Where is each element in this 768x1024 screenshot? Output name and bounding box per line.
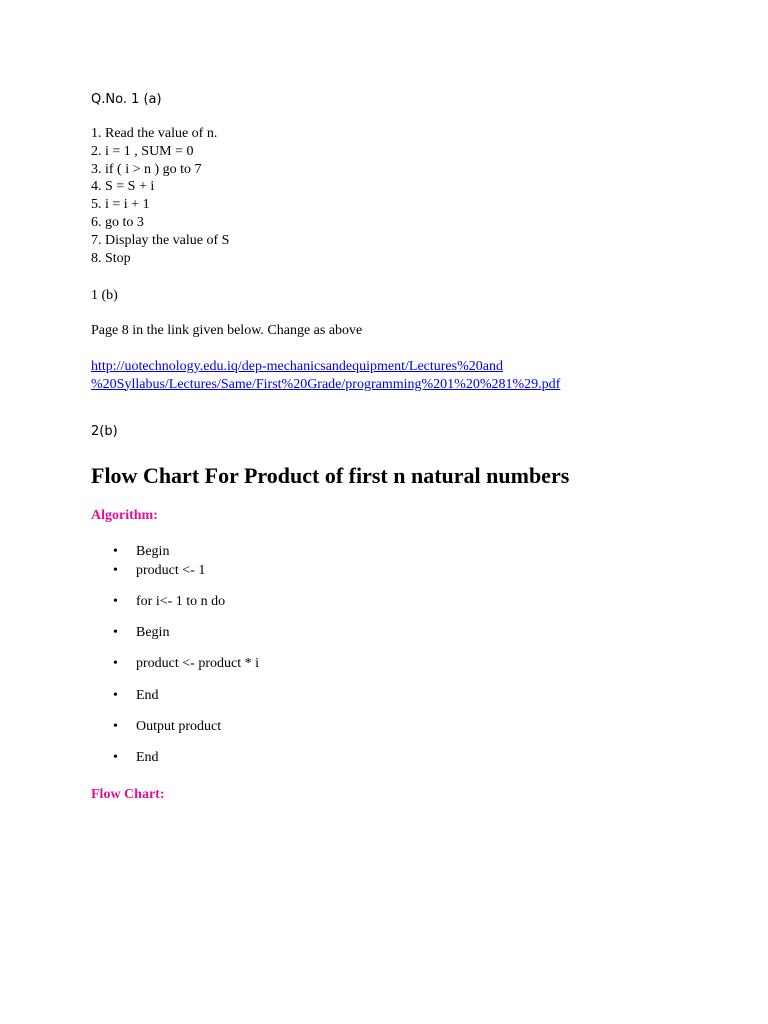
step-2: 2. i = 1 , SUM = 0: [91, 143, 194, 159]
link-line-2[interactable]: %20Syllabus/Lectures/Same/First%20Grade/programming%201%20%281%29.pdf: [91, 376, 561, 392]
algorithm-item-text: product <- 1: [136, 563, 206, 578]
algorithm-item-text: Begin: [136, 625, 170, 640]
bullet-icon: •: [113, 594, 118, 609]
step-7: 7. Display the value of S: [91, 232, 230, 248]
algorithm-item-text: for i<- 1 to n do: [136, 594, 226, 609]
bullet-icon: •: [113, 688, 118, 703]
question-number: Q.No. 1 (a): [91, 92, 162, 107]
algorithm-item-text: Begin: [136, 544, 170, 559]
step-6: 6. go to 3: [91, 214, 144, 230]
bullet-icon: •: [113, 544, 118, 559]
bullet-icon: •: [113, 563, 118, 578]
algorithm-steps-list: [91, 125, 229, 267]
link-line-1[interactable]: http://uotechnology.edu.iq/dep-mechanicsandequipment/Lectures%20and: [91, 359, 503, 374]
bullet-icon: •: [113, 750, 118, 765]
part-1b-label: 1 (b): [91, 288, 118, 303]
step-8: 8. Stop: [91, 250, 131, 266]
algorithm-item-text: End: [136, 688, 159, 703]
algorithm-label: Algorithm:: [91, 508, 158, 523]
step-3: 3. if ( i > n ) go to 7: [91, 161, 202, 177]
part-2b-label: 2(b): [91, 424, 118, 439]
algorithm-item-text: product <- product * i: [136, 656, 259, 671]
lecture-pdf-link[interactable]: [91, 358, 651, 393]
part-1b-note: Page 8 in the link given below. Change as above: [91, 323, 363, 338]
algorithm-item-text: End: [136, 750, 159, 765]
bullet-icon: •: [113, 625, 118, 640]
section-heading: Flow Chart For Product of first n natural numbers: [91, 463, 570, 488]
bullet-icon: •: [113, 719, 118, 734]
bullet-icon: •: [113, 656, 118, 671]
algorithm-item-text: Output product: [136, 719, 222, 734]
step-5: 5. i = i + 1: [91, 197, 150, 213]
step-4: 4. S = S + i: [91, 179, 155, 195]
flowchart-label: Flow Chart:: [91, 787, 165, 802]
step-1: 1. Read the value of n.: [91, 126, 218, 141]
